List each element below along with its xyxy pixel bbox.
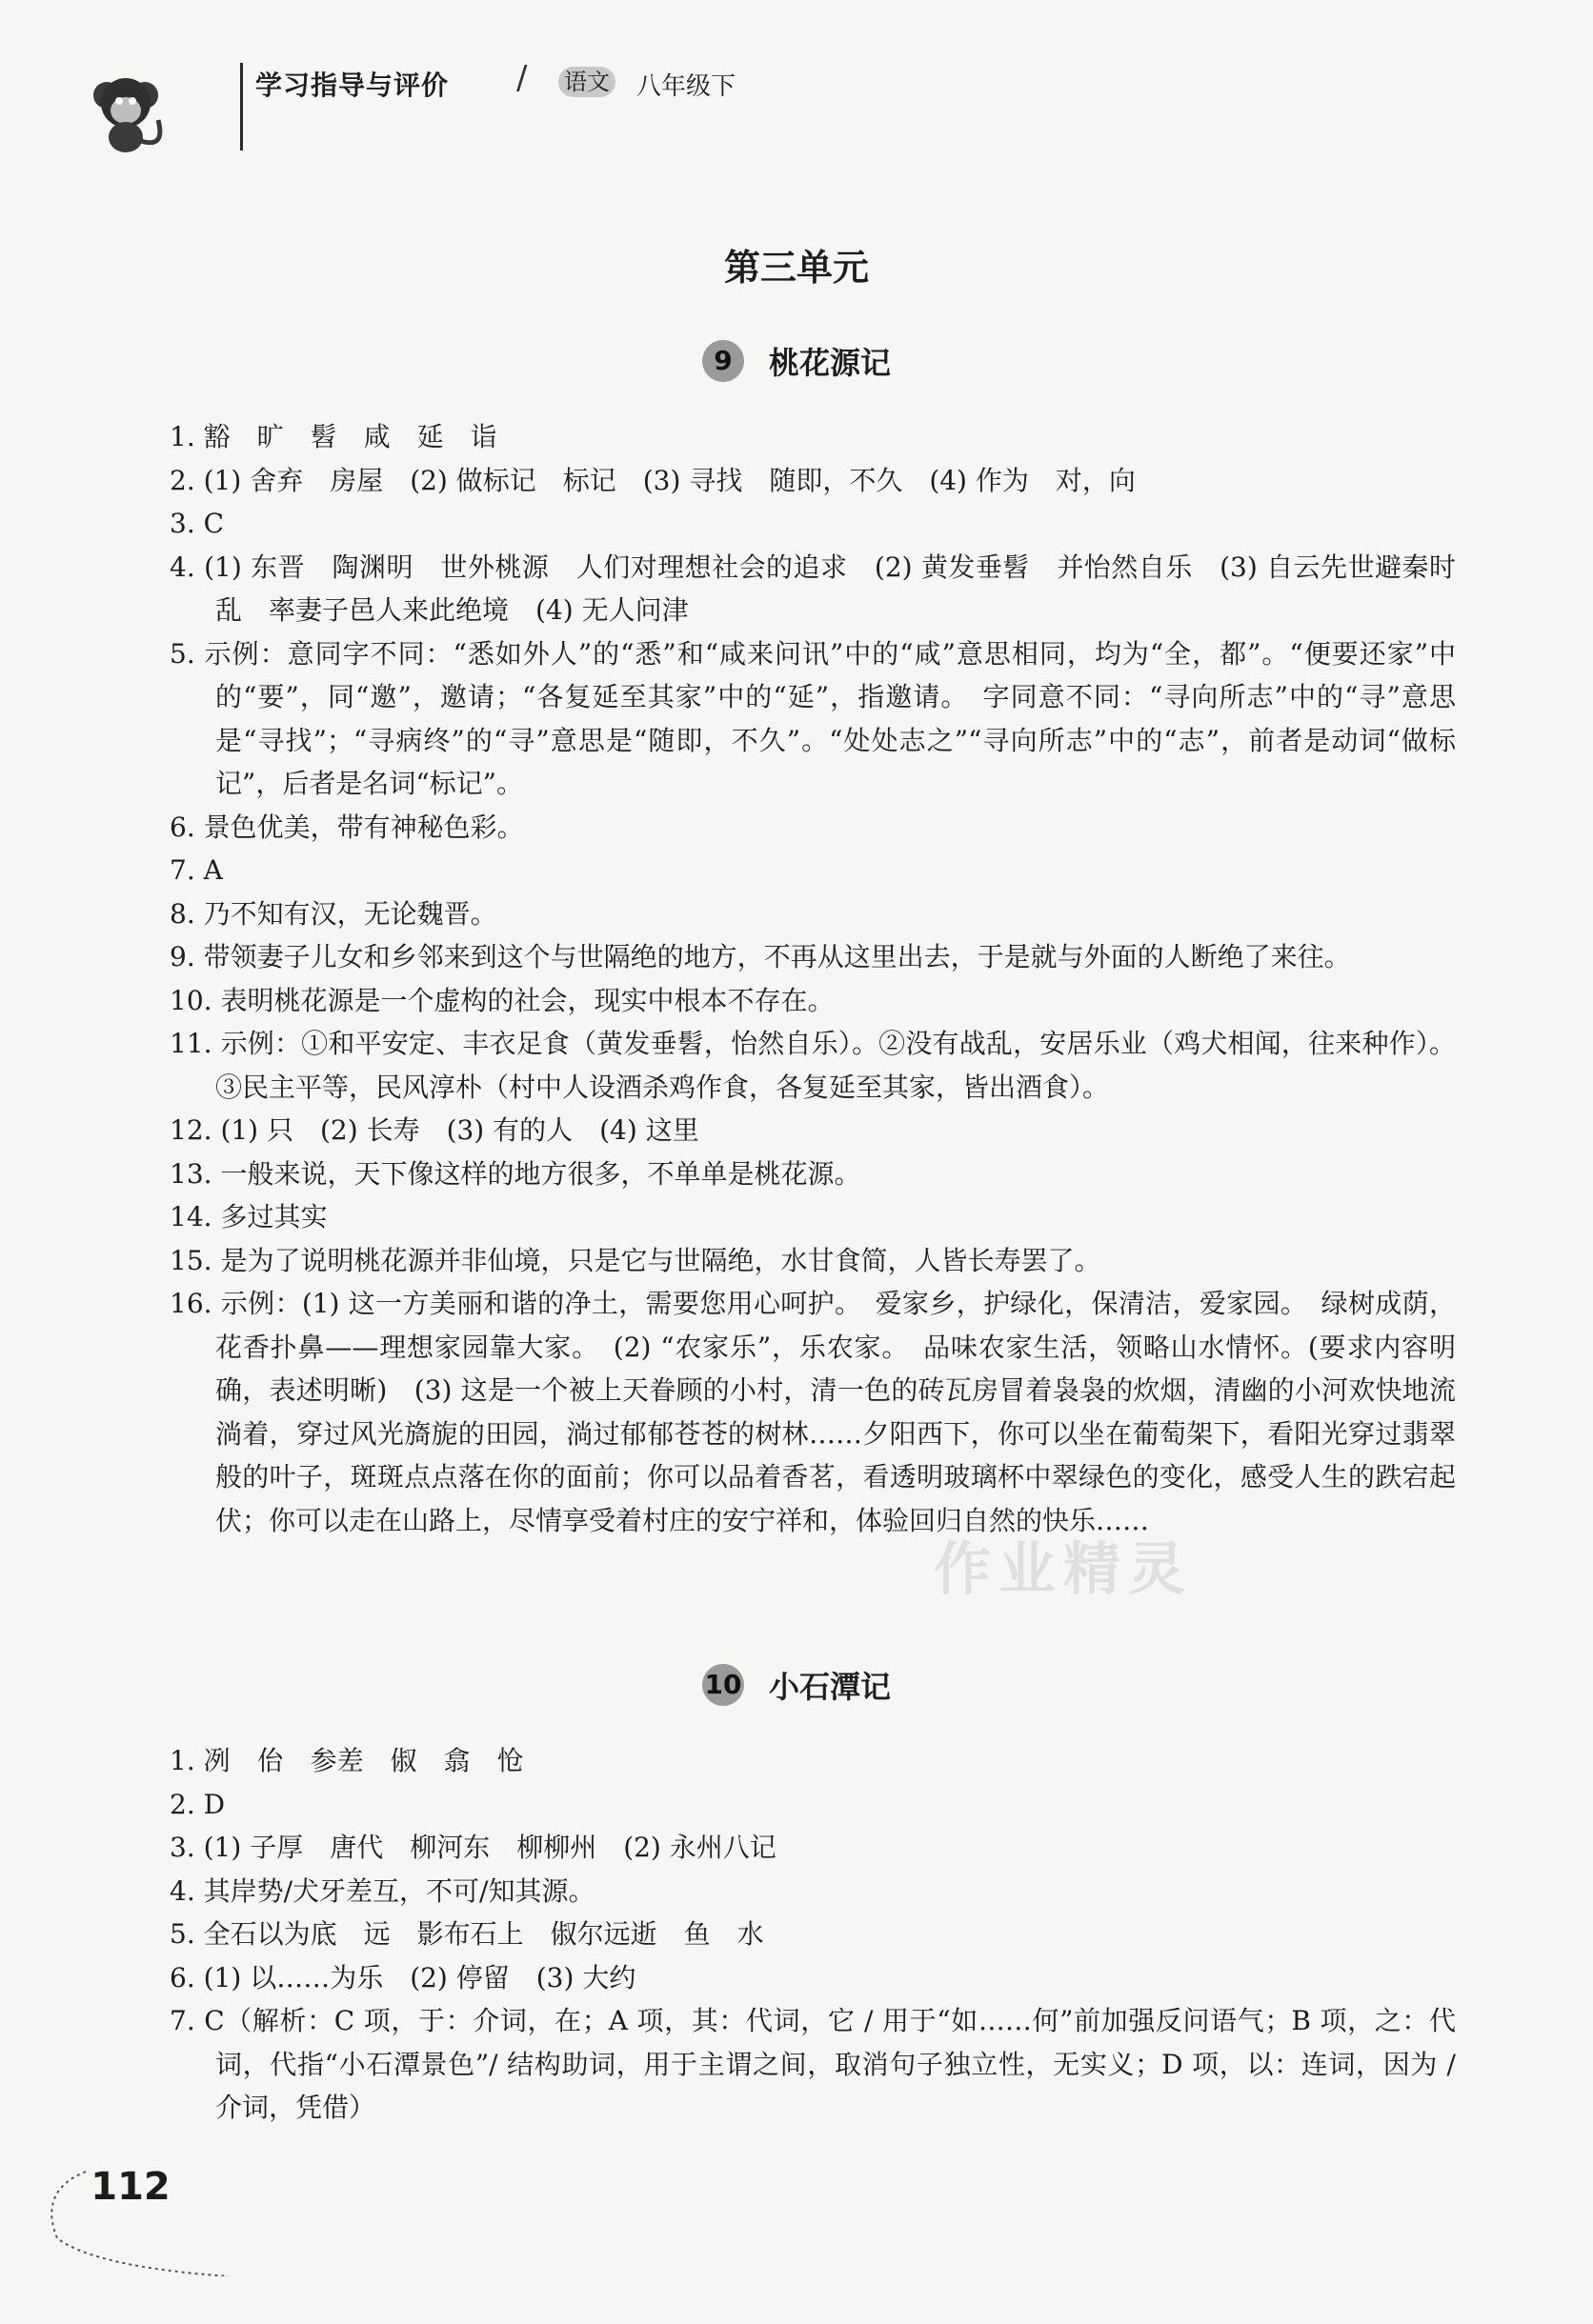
answer-item <box>170 979 1456 1023</box>
answer-number: 11. <box>170 1028 212 1059</box>
answer-item <box>170 1783 1456 1827</box>
unit-title: 第三单元 <box>723 247 869 289</box>
answer-number: 1. <box>170 421 195 452</box>
answer-number: 12. <box>170 1114 212 1146</box>
answer-text: (1) 子厚 唐代 柳河东 柳柳州 (2) 永州八记 <box>203 1832 776 1863</box>
answer-item <box>170 1826 1456 1870</box>
answer-text: 示例：(1) 这一方美丽和谐的净土，需要您用心呵护。 爱家乡，护绿化，保清洁，爱家园。 绿树成荫，花香扑鼻——理想家园靠大家。 (2) “农家乐”，乐农家。 品味农家生活，领略山水情怀。(要求内容明确，表述明晰) (3) 这是一个被上天眷顾的小村，清一色的砖瓦房冒着袅袅的炊烟，清幽的小河欢快地流淌着，穿过风光旖旎的田园，淌过郁郁苍苍的树林……夕阳西下，你可以坐在葡萄架下，看阳光穿过翡翠般的叶子，斑斑点点落在你的面前；你可以品着香茗，看透明玻璃杯中翠绿色的变化，感受人生的跌宕起伏；你可以走在山路上，尽情享受着村庄的安宁祥和，体验回归自然的快乐…… <box>215 1288 1456 1536</box>
answer-number: 5. <box>170 637 195 670</box>
answer-item <box>170 502 1456 546</box>
answer-item <box>170 1956 1456 2000</box>
answer-number: 8. <box>170 897 195 930</box>
answer-number: 7. <box>170 2005 195 2036</box>
lesson-heading <box>0 1663 1593 1707</box>
answer-text: (1) 东晋 陶渊明 世外桃源 人们对理想社会的追求 (2) 黄发垂髫 并怡然自乐 (3) 自云先世避秦时乱 率妻子邑人来此绝境 (4) 无人问津 <box>204 551 1456 626</box>
answer-text: A <box>203 854 223 886</box>
answer-item <box>170 806 1456 850</box>
answer-text: 示例：意同字不同：“悉如外人”的“悉”和“咸来问讯”中的“咸”意思相同，均为“全，都”。“便要还家”中的“要”，同“邀”，邀请；“各复延至其家”中的“延”，指邀请。 字同意不同：“寻向所志”中的“寻”意思是“寻找”；“寻病终”的“寻”意思是“随即，不久”。“处处志之”“寻向所志”中的“志”，前者是动词“做标记”，后者是名词“标记”。 <box>204 637 1457 799</box>
answer-number: 13. <box>170 1157 212 1190</box>
answer-item <box>170 1282 1456 1542</box>
answer-text: 全石以为底 远 影布石上 俶尔远逝 鱼 水 <box>203 1918 764 1950</box>
answer-item <box>170 849 1456 892</box>
answer-item <box>170 1152 1456 1196</box>
lesson-heading <box>0 339 1593 383</box>
lesson-title: 小石潭记 <box>768 1669 891 1705</box>
answer-text: C <box>203 508 225 539</box>
answer-item <box>170 632 1456 806</box>
answer-item <box>170 1999 1456 2130</box>
answer-text: 表明桃花源是一个虚构的社会，现实中根本不存在。 <box>220 984 835 1016</box>
answer-number: 15. <box>170 1244 212 1276</box>
answer-item <box>170 1195 1456 1239</box>
answer-text: (1) 舍弃 房屋 (2) 做标记 标记 (3) 寻找 随即，不久 (4) 作为 对，向 <box>203 464 1136 496</box>
answer-number: 1. <box>170 1745 195 1776</box>
grade-label: 八年级下 <box>636 72 736 101</box>
answer-number: 3. <box>170 508 195 539</box>
answer-number: 6. <box>170 1961 195 1993</box>
answer-text: 冽 佁 参差 俶 翕 怆 <box>203 1745 524 1776</box>
answer-item <box>170 1239 1456 1283</box>
answer-number: 16. <box>170 1288 212 1319</box>
page-header <box>69 55 1536 160</box>
answer-number: 2. <box>170 464 195 496</box>
answer-number: 3. <box>170 1832 195 1863</box>
monkey-mascot-icon <box>78 61 173 156</box>
answer-list <box>170 415 1456 1542</box>
answer-number: 4. <box>170 1874 195 1907</box>
answer-item <box>170 1913 1456 1956</box>
answer-text: 其岸势/犬牙差互，不可/知其源。 <box>203 1874 595 1907</box>
watermark: 作业精灵 <box>934 1536 1193 1603</box>
answer-text: 带领妻子儿女和乡邻来到这个与世隔绝的地方，不再从这里出去，于是就与外面的人断绝了来往。 <box>203 941 1351 972</box>
answer-item <box>170 415 1456 459</box>
answer-item <box>170 935 1456 979</box>
answer-text: D <box>203 1788 226 1820</box>
answer-number: 9. <box>170 941 195 972</box>
answer-text: 一般来说，天下像这样的地方很多，不单单是桃花源。 <box>220 1157 861 1190</box>
answer-text: (1) 以……为乐 (2) 停留 (3) 大约 <box>203 1961 636 1993</box>
book-title: 学习指导与评价 <box>255 70 450 101</box>
answer-text: 景色优美，带有神秘色彩。 <box>203 811 524 843</box>
answer-number: 4. <box>170 551 195 583</box>
answer-item <box>170 1109 1456 1152</box>
answer-number: 2. <box>170 1788 195 1820</box>
subject-badge: 语文 <box>558 67 615 97</box>
answer-number: 7. <box>170 854 195 886</box>
header-divider <box>240 63 243 150</box>
lesson-number-badge: 9 <box>702 340 744 382</box>
answer-item <box>170 1870 1456 1913</box>
answer-text: C（解析：C 项，于：介词，在；A 项，其：代词，它 / 用于“如……何”前加强反问语气；B 项，之：代词，代指“小石潭景色”/ 结构助词，用于主谓之间，取消句子独立性，无实义；D 项，以：连词，因为 / 介词，凭借） <box>204 2005 1456 2123</box>
answer-item <box>170 1739 1456 1783</box>
answer-text: 示例：①和平安定、丰衣足食（黄发垂髫，怡然自乐）。②没有战乱，安居乐业（鸡犬相闻，往来种作）。③民主平等，民风淳朴（村中人设酒杀鸡作食，各复延至其家，皆出酒食）。 <box>215 1028 1456 1103</box>
lesson-title: 桃花源记 <box>768 345 891 381</box>
lesson-number-badge: 10 <box>702 1664 744 1706</box>
answer-item <box>170 459 1456 503</box>
answer-text: 豁 旷 髫 咸 延 诣 <box>203 421 497 452</box>
answer-item <box>170 546 1456 632</box>
answer-text: 是为了说明桃花源并非仙境，只是它与世隔绝，水甘食简，人皆长寿罢了。 <box>220 1244 1101 1276</box>
answer-item <box>170 1022 1456 1109</box>
header-slash: / <box>516 59 528 97</box>
answer-number: 5. <box>170 1918 195 1950</box>
answer-text: 多过其实 <box>220 1201 328 1232</box>
answer-text: (1) 只 (2) 长寿 (3) 有的人 (4) 这里 <box>220 1114 699 1146</box>
answer-item <box>170 892 1456 936</box>
answer-number: 10. <box>170 984 212 1016</box>
answer-text: 乃不知有汉，无论魏晋。 <box>203 897 497 930</box>
answer-number: 6. <box>170 811 195 843</box>
page-number: 112 <box>91 2165 171 2209</box>
answer-number: 14. <box>170 1201 212 1232</box>
answer-list <box>170 1739 1456 2130</box>
